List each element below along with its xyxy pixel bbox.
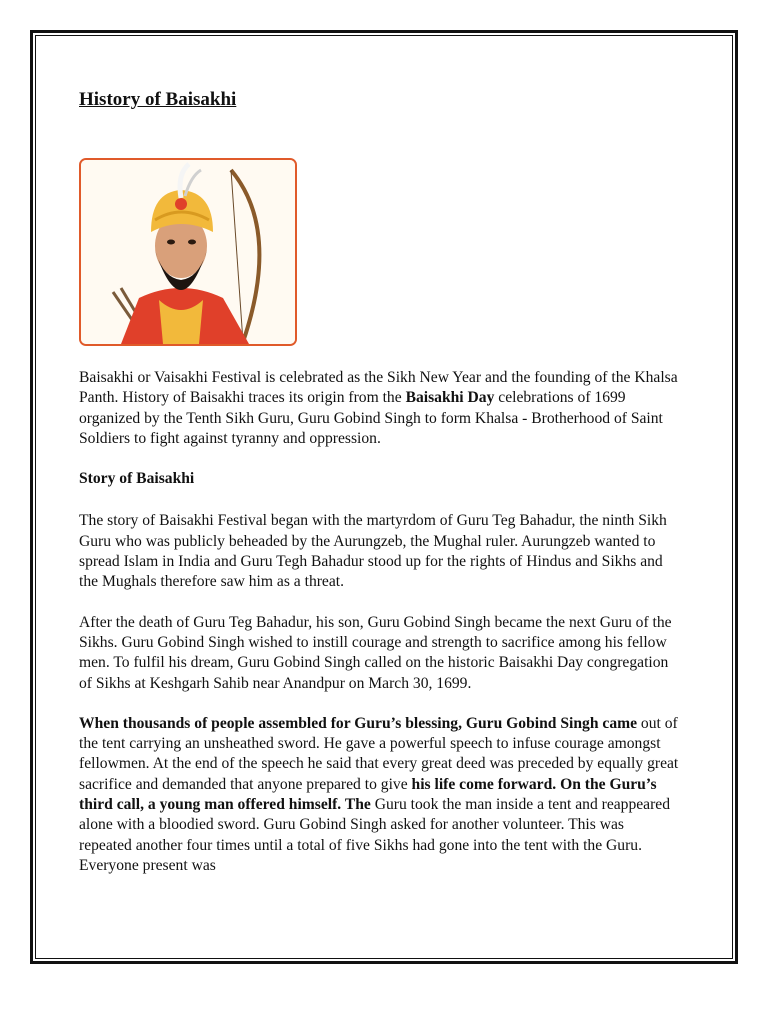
intro-text-2: celebrations of 1699 organized by the Tenth Sikh Guru, Guru Gobind Singh to form Khalsa - Brotherhood of Saint Soldiers to fight against tyranny and oppression. xyxy=(79,389,663,447)
portrait-illustration xyxy=(81,160,295,344)
story-paragraph-2: After the death of Guru Teg Bahadur, his son, Guru Gobind Singh became the next Guru of the Sikhs. Guru Gobind Singh wished to instill courage and strength to sacrifice among his fellow men. To fulfil his dream, Guru Gobind Singh called on the historic Baisakhi Day congregation of Sikhs at Keshgarh Sahib near Anandpur on March 30, 1699. xyxy=(79,613,672,692)
story-paragraph-3 xyxy=(79,714,679,876)
story-p3-bold-2: his life come forward. On the Guru’s third call, a young man offered himself. The xyxy=(79,775,657,814)
document-body xyxy=(79,88,679,896)
story-p3-text-1: out of the tent carrying an unsheathed sword. He gave a powerful speech to infuse courage amongst fellowmen. At the end of the speech he said that every great deed was preceded by equally great sacrifice and demanded that anyone prepared to give xyxy=(79,714,679,793)
page-title: History of Baisakhi xyxy=(79,89,237,110)
story-p3-bold-1: When thousands of people assembled for Guru’s blessing, Guru Gobind Singh came xyxy=(79,714,638,732)
intro-paragraph xyxy=(79,368,679,449)
intro-bold-term: Baisakhi Day xyxy=(405,389,495,407)
section-heading-story: Story of Baisakhi xyxy=(79,470,195,488)
intro-text-1: Baisakhi or Vaisakhi Festival is celebrated as the Sikh New Year and the founding of the Khalsa Panth. History of Baisakhi traces its origin from the xyxy=(79,369,678,407)
story-paragraph-1: The story of Baisakhi Festival began with the martyrdom of Guru Teg Bahadur, the ninth Sikh Guru who was publicly beheaded by the Aurungzeb, the Mughal ruler. Aurungzeb wanted to spread Islam in India and Guru Tegh Bahadur stood up for the rights of Hindus and Sikhs and the Mughals therefore saw him as a threat. xyxy=(79,512,667,591)
story-p3-text-2: Guru took the man inside a tent and reappeared alone with a bloodied sword. Guru Gobind Singh asked for another volunteer. This was repeated another four times until a total of five Sikhs had gone into the tent with the Guru. Everyone present was xyxy=(79,796,671,874)
guru-portrait-image xyxy=(79,158,297,346)
